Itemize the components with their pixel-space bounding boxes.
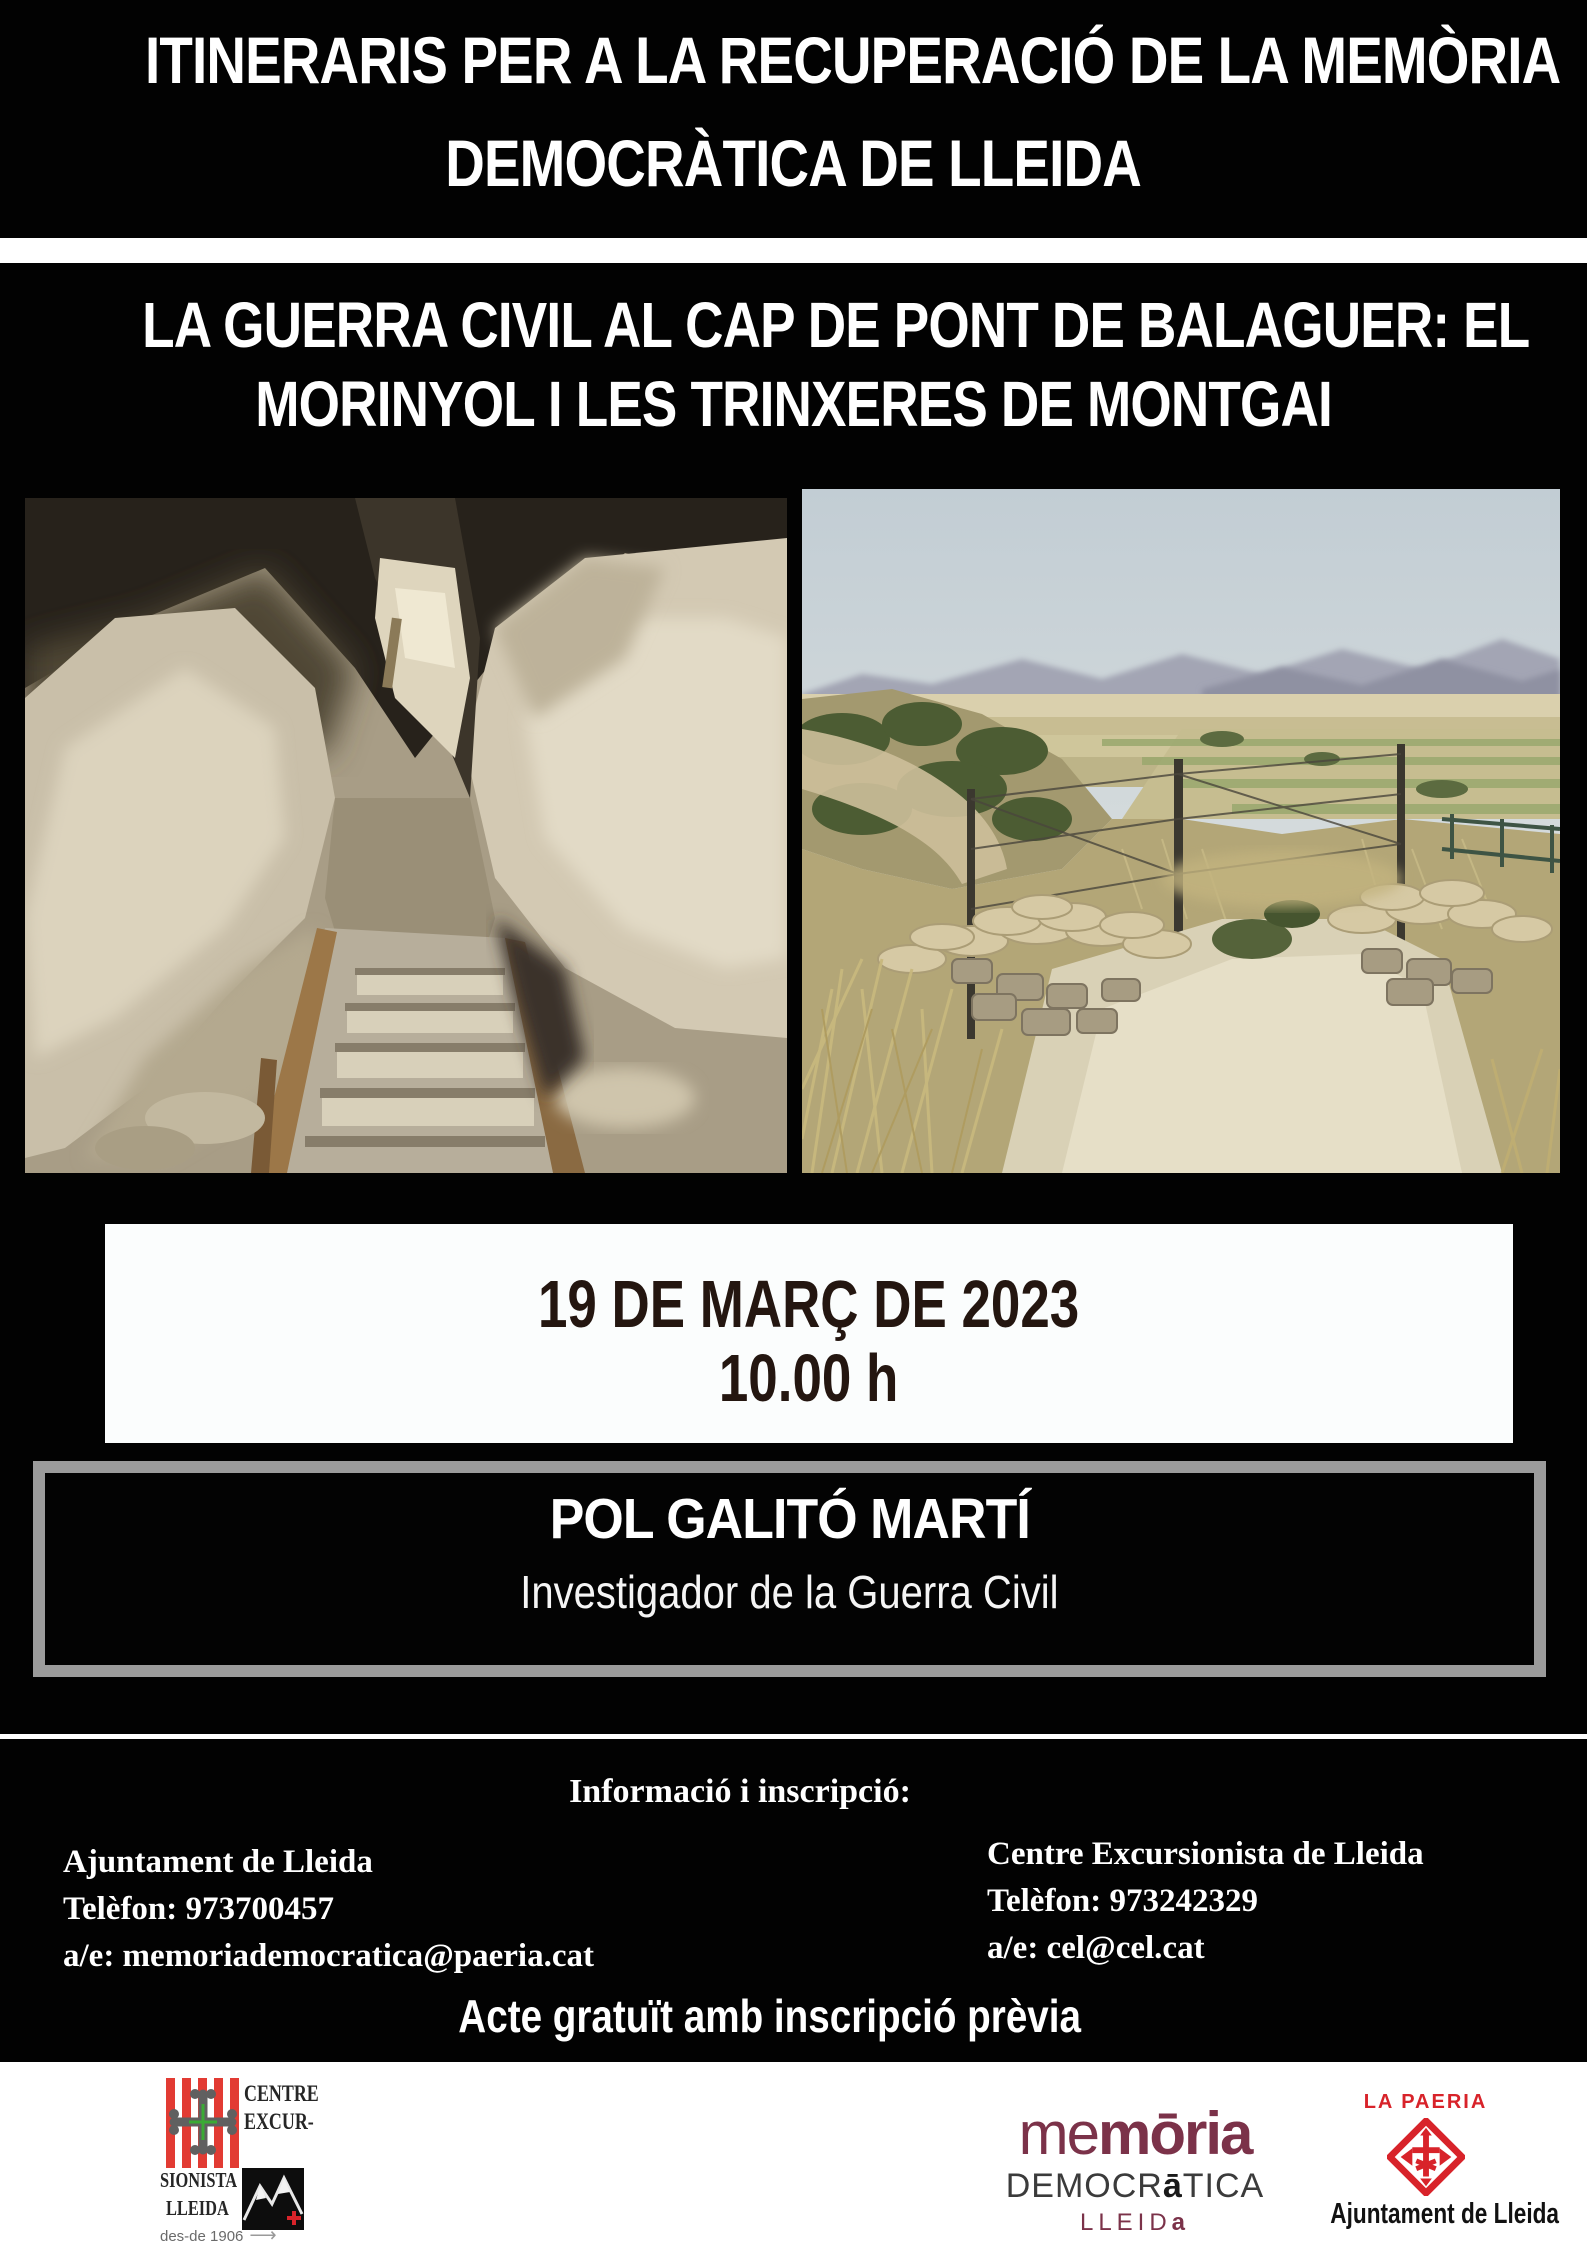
lleida-pre: LLEID [1079, 2209, 1172, 2236]
speaker-role: Investigador de la Guerra Civil [520, 1566, 1059, 1618]
contact-ajuntament-phone: Telèfon: 973700457 [63, 1891, 335, 1927]
cel-since-text: des-de 1906 [160, 2228, 244, 2245]
speaker-name: POL GALITÓ MARTÍ [549, 1487, 1030, 1551]
democratica-wordmark [990, 2168, 1280, 2204]
date-box [105, 1224, 1513, 1443]
cel-fleur-cross-icon [158, 2082, 248, 2164]
contact-cel-phone: Telèfon: 973242329 [987, 1883, 1259, 1919]
contact-cel-org: Centre Excursionista de Lleida [987, 1836, 1424, 1872]
la-paeria-label: LA PAERIA [1363, 2091, 1488, 2113]
poster-title-line2: DEMOCRÀTICA DE LLEIDA [445, 126, 1142, 200]
cel-red-cross-icon [287, 2211, 301, 2225]
trench-stairs-photo [25, 498, 787, 1173]
event-subtitle-line1: LA GUERRA CIVIL AL CAP DE PONT DE BALAGUER: EL [142, 289, 1530, 361]
lleida-accent: a [1171, 2209, 1191, 2236]
memoria-me: me [1018, 2100, 1098, 2167]
cel-logo [152, 2076, 319, 2245]
contact-cel [987, 1831, 1424, 1972]
cel-text-centre: CENTRE [244, 2081, 319, 2106]
cel-text-sionista: SIONISTA [160, 2168, 238, 2192]
memoria-moria: mōria [1097, 2100, 1252, 2167]
arrow-right-icon: ⟶ [249, 2225, 277, 2245]
contact-ajuntament-org: Ajuntament de Lleida [63, 1844, 373, 1880]
memoria-wordmark [990, 2100, 1280, 2167]
democratica-accent: ā [1162, 2167, 1183, 2205]
democratica-pre: DEMOCR [1005, 2167, 1163, 2205]
info-heading: Informació i inscripció: [569, 1773, 911, 1810]
contact-cel-email: a/e: cel@cel.cat [987, 1930, 1205, 1966]
poster-title-line1-row [0, 25, 1587, 95]
montgai-trenches-photo [802, 489, 1560, 1173]
event-subtitle-line2: MORINYOL I LES TRINXERES DE MONTGAI [255, 368, 1332, 440]
memoria-democratica-logo [990, 2100, 1280, 2236]
poster-title-line1: ITINERARIS PER A LA RECUPERACIÓ DE LA MEMÒRIA [144, 23, 1561, 97]
ajuntament-lleida-logo [1298, 2090, 1560, 2230]
paeria-shield-icon [1387, 2118, 1465, 2196]
divider-line [0, 1734, 1587, 1739]
event-date: 19 DE MARÇ DE 2023 [538, 1267, 1080, 1342]
contact-ajuntament [63, 1839, 594, 1980]
poster-title-line2-row [0, 128, 1587, 198]
speaker-box [33, 1461, 1546, 1677]
democratica-post: TICA [1182, 2167, 1265, 2205]
ajuntament-label-row [1298, 2198, 1560, 2230]
event-time: 10.00 h [719, 1341, 899, 1416]
cel-since-row [160, 2224, 277, 2245]
free-note: Acte gratuït amb inscripció prèvia [458, 1990, 1082, 2042]
event-subtitle-line2-row [0, 369, 1587, 439]
cel-text-lleida: LLEIDA [166, 2196, 229, 2220]
lleida-wordmark [990, 2210, 1280, 2236]
ajuntament-label: Ajuntament de Lleida [1330, 2198, 1560, 2230]
divider-strip [0, 238, 1587, 263]
cel-text-excur: EXCUR- [244, 2109, 314, 2134]
free-note-row [0, 1990, 1540, 2042]
contact-ajuntament-email: a/e: memoriademocratica@paeria.cat [63, 1938, 594, 1974]
event-subtitle-line1-row [0, 290, 1587, 360]
